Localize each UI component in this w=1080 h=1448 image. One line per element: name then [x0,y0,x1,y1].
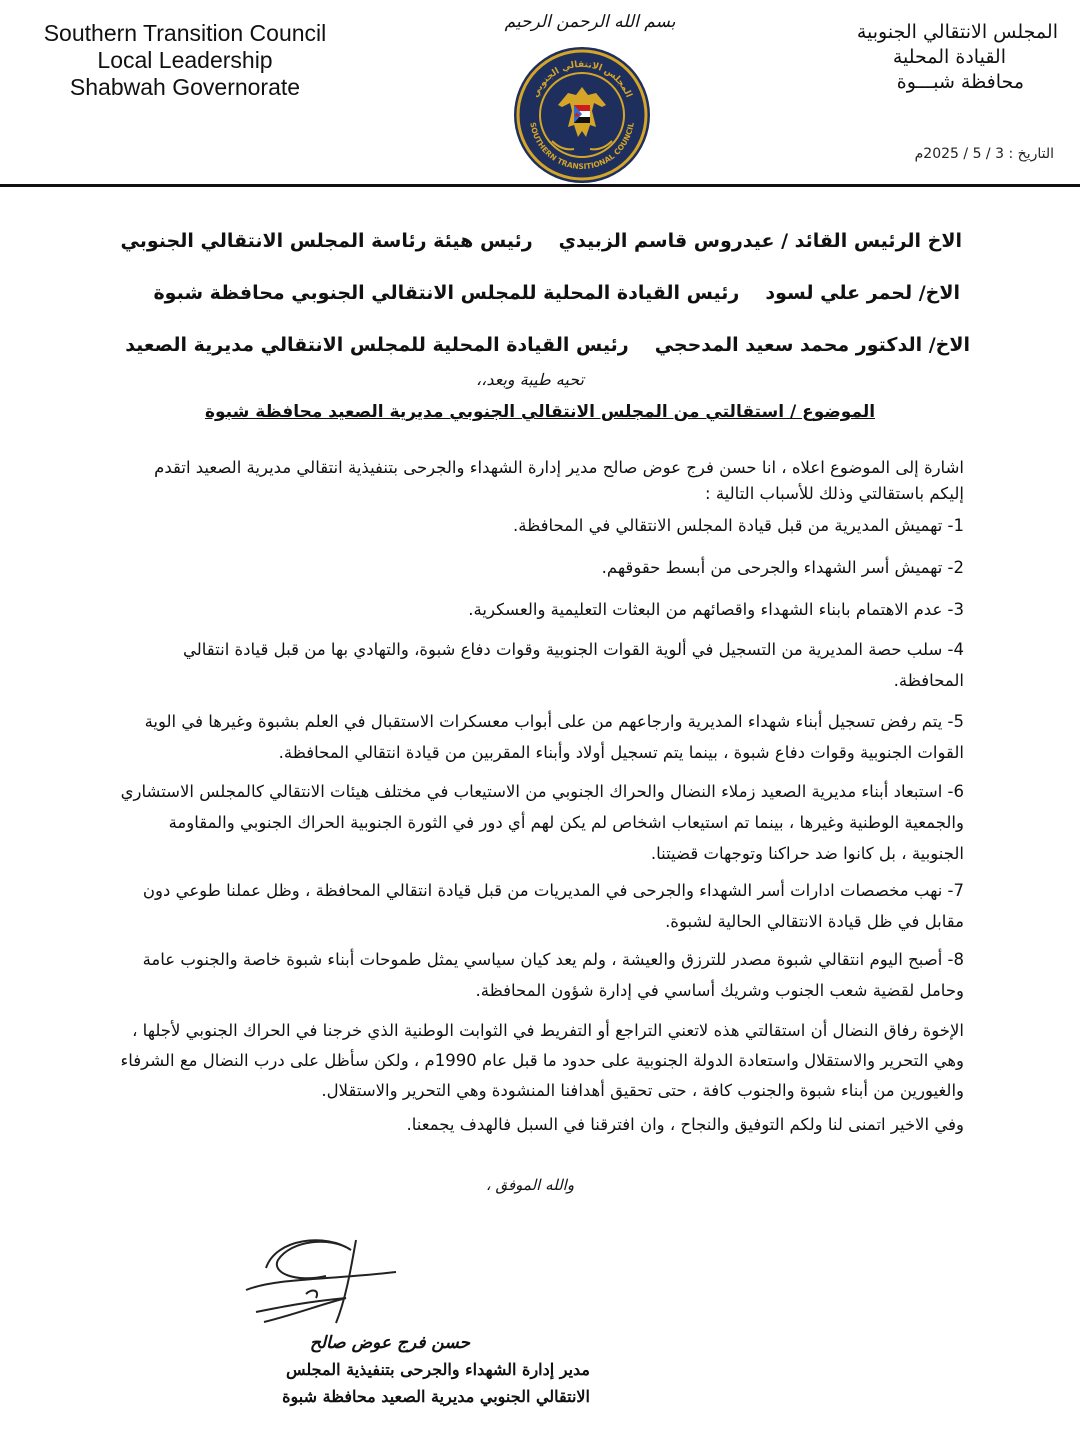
signer-name: حسن فرج عوض صالح [309,1333,470,1353]
recipient-title: رئيس القيادة المحلية للمجلس الانتقالي الجنوبي محافظة شبوة [153,282,740,304]
reason-item: 6- استبعاد أبناء مديرية الصعيد زملاء النضال والحراك الجنوبي من الاستيعاب في مختلف هيئات الانتقالي كالمجلس الاستشاري والجمعية الوطنية وغيرها ، بينما تم استيعاب اشخاص لم يكن لهم أي دور في الثورة الجنوبية الحراك الجنوبي والمقاومة الجنوبية ، بل كانوا ضد حراكنا وتوجهات قضيتنا. [120,782,964,863]
english-leadership: Local Leadership [97,47,273,73]
closing-paragraph: الإخوة رفاق النضال أن استقالتي هذه لاتعني التراجع أو التفريط في الثوابت الوطنية الذي خرجنا في الحراك الجنوبي لأجلها ، وهي التحرير والاستقلال واستعادة الدولة الجنوبية على حدود ما قبل عام 1990م ، ولكن سأظل على درب النضال مع الشرفاء والغيورين من أبناء شبوة والجنوب كافة ، حتى تحقيق أهدافنا المنشودة وهي التحرير والاستقلال. [120,1021,964,1100]
greeting: تحيه طيبة وبعد،، [476,370,584,389]
intro-paragraph: اشارة إلى الموضوع اعلاه ، انا حسن فرج عوض صالح مدير إدارة الشهداء والجرحى بتنفيذية انتقالي مديرية الصعيد اتقدم إليكم باستقالتي وذلك للأسباب التالية : [154,458,964,503]
recipient-name: الاخ/ لحمر علي لسود [765,282,960,304]
recipient-title: رئيس هيئة رئاسة المجلس الانتقالي الجنوبي [120,230,533,252]
signer-title-line-2: الانتقالي الجنوبي مديرية الصعيد محافظة شبوة [282,1387,590,1406]
arabic-letterhead [798,20,1058,95]
sign-off: والله الموفق ، [485,1176,575,1194]
header-divider [0,184,1080,187]
basmala: بسم الله الرحمن الرحيم [504,12,676,32]
english-letterhead [20,20,350,101]
recipient-1 [121,226,963,278]
english-governorate: Shabwah Governorate [69,74,301,100]
recipient-name: الاخ الرئيس القائد / عيدروس قاسم الزبيدي [558,230,962,252]
recipient-title: رئيس القيادة المحلية للمجلس الانتقالي مديرية الصعيد [125,334,629,356]
recipients-block [120,226,970,382]
arabic-org-name: المجلس الانتقالي الجنوبية [856,21,1058,43]
reason-item: 3- عدم الاهتمام بابناء الشهداء واقصائهم من البعثات التعليمية والعسكرية. [468,600,964,619]
letter-date [915,146,1054,162]
date-label: التاريخ : [1008,146,1054,162]
date-value: 3 / 5 / 2025م [914,146,1005,162]
reason-item: 8- أصبح اليوم انتقالي شبوة مصدر للترزق والعيشة ، ولم يعد كيان سياسي يمثل طموحات أبناء شبوة خاصة والجنوب عامة وحامل لقضية شعب الجنوب وشريك أساسي في إدارة شؤون المحافظة. [142,950,964,1000]
recipient-2 [121,278,961,330]
reason-item: 5- يتم رفض تسجيل أبناء شهداء المديرية وارجاعهم من على أبواب معسكرات الاستقبال في العلم بشبوة وغيرها في الوية القوات الجنوبية وقوات دفاع شبوة ، بينما يتم تسجيل أولاد وأبناء المقربين من قيادة انتقالي المحافظة. [144,712,964,762]
council-seal-icon [512,45,652,185]
reason-item: 2- تهميش أسر الشهداء والجرحى من أبسط حقوقهم. [601,558,964,577]
subject-line: الموضوع / استقالتي من المجلس الانتقالي الجنوبي مديرية الصعيد محافظة شبوة [204,402,876,422]
signer-block [170,1330,590,1410]
reason-item: 1- تهميش المديرية من قبل قيادة المجلس الانتقالي في المحافظة. [512,516,964,535]
arabic-leadership: القيادة المحلية [892,46,1006,68]
final-wish: وفي الاخير اتمنى لنا ولكم التوفيق والنجاح ، وان افترقنا في السبل فالهدف يجمعنا. [406,1115,964,1134]
arabic-governorate: محافظة شبـــوة [896,71,1024,93]
signer-title-line-1: مدير إدارة الشهداء والجرحى بتنفيذية المجلس [285,1360,590,1379]
svg-text:المجلس الانتقالي الجنوبي: المجلس الانتقالي الجنوبي [530,59,634,100]
svg-text:SOUTHERN TRANSITIONAL COUNCIL: SOUTHERN TRANSITIONAL COUNCIL [528,121,636,172]
handwritten-signature [236,1228,406,1328]
reason-item: 7- نهب مخصصات ادارات أسر الشهداء والجرحى في المديريات من قبل قيادة انتقالي المحافظة ، وظل عملنا طوعي دون مقابل في ظل قيادة الانتقالي الحالية لشبوة. [142,881,964,931]
english-org-name: Southern Transition Council [43,20,327,46]
reason-item: 4- سلب حصة المديرية من التسجيل في ألوية القوات الجنوبية وقوات دفاع شبوة، والتهادي بها من قبل قيادة انتقالي المحافظة. [182,640,964,690]
recipient-name: الاخ/ الدكتور محمد سعيد المدحجي [654,334,970,356]
